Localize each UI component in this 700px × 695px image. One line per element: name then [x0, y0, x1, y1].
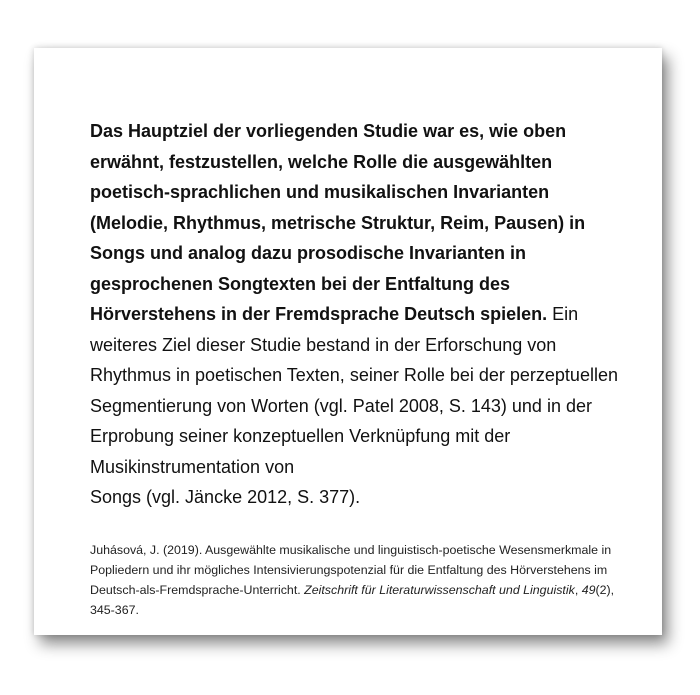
excerpt-paragraph: [90, 116, 630, 513]
citation: [90, 540, 638, 620]
quote-card: [34, 48, 662, 635]
citation-volume: 49: [581, 583, 596, 597]
citation-journal: Zeitschrift für Literaturwissenschaft und Linguistik: [304, 583, 575, 597]
citation-separator: ,: [574, 583, 582, 597]
citation-reference: Juhásová, J. (2019). Ausgewählte musikalische und linguistisch-poetische Wesensmerkmale in Popliedern und ihr mögliches Intensivierungspotenzial für die Entfaltung des Hörverstehens im Deutsch-als-Fremdsprache-Unterricht.: [90, 543, 612, 597]
citation-issue-pages: (2), 345-367.: [90, 583, 615, 617]
excerpt-regular-text: Ein weiteres Ziel dieser Studie bestand in der Erforschung von Rhythmus in poetischen Texten, seiner Rolle bei der perzeptuellen Segmentierung von Worten (vgl. Patel 2008, S. 143) und in der Erprobung seiner konzeptuellen Verknüpfung mit der Musikinstrumentation von: [90, 304, 618, 477]
excerpt-bold-text: Das Hauptziel der vorliegenden Studie war es, wie oben erwähnt, festzustellen, welche Rolle die ausgewählten poetisch-sprachlichen und musikalischen Invarianten (Melodie, Rhythmus, metrische Struktur, Reim, Pausen) in Songs und analog dazu prosodische Invarianten in gesprochenen Songtexten bei der Entfaltung des Hörverstehens in der Fremdsprache Deutsch spielen.: [90, 121, 586, 324]
excerpt-final-line: Songs (vgl. Jäncke 2012, S. 377).: [90, 487, 361, 507]
